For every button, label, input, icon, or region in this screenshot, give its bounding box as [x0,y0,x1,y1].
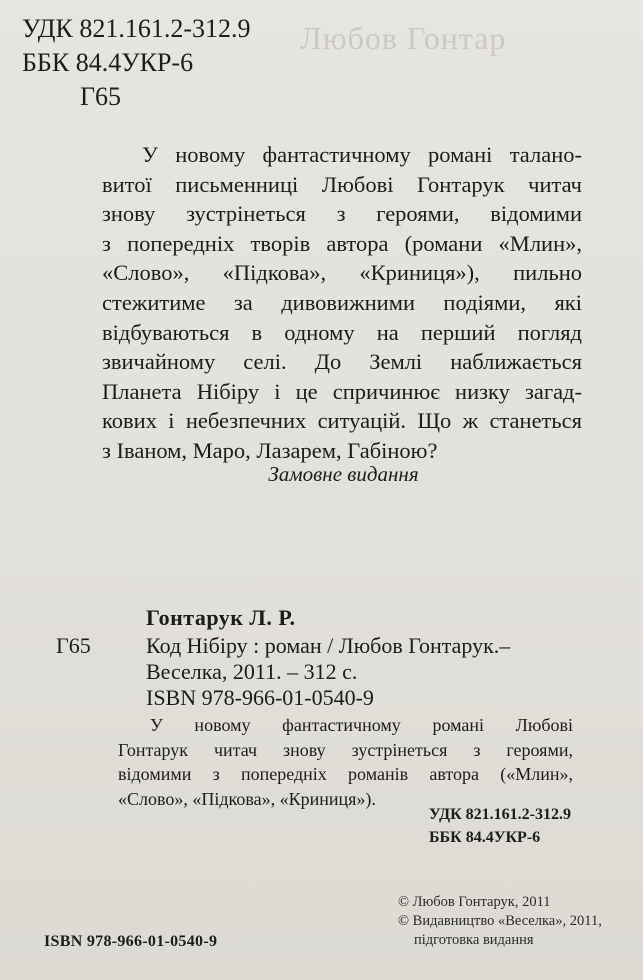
bleed-through-text: Любов Гонтар [300,20,507,56]
udk-code: УДК 821.161.2-312.9 [22,14,251,43]
annotation-line: з Іваном, Маро, Лазарем, Габіною? [102,437,438,463]
annotation-line: стежитиме за дивовижними подіями, які [102,289,582,315]
annotation-line: «Слово», «Підкова», «Криниця»), пильно [102,260,582,286]
annotation-line: У новому фантастичному романі талано- [142,142,582,167]
annotation-line: знову зустрінеться з героями, відомими [102,201,582,227]
annotation-line: витої письменниці Любові Гонтарук читач [102,171,582,197]
card-summary-line: «Слово», «Підкова», «Криниця»). [118,788,376,809]
edition-note [0,462,643,487]
edition-note-text: Замовне видання [268,462,419,486]
card-title-line: Код Нібіру : роман / Любов Гонтарук.– [146,633,511,658]
bbk-code: ББК 84.4УКР-6 [22,48,194,77]
annotation-line: відбуваються в одному на перший погляд [102,319,582,345]
card-publisher-line: Веселка, 2011. – 312 с. [146,659,358,684]
author-mark: Г65 [80,82,122,111]
copyright-author: © Любов Гонтарук, 2011 [398,894,551,910]
annotation-line: кових і небезпечних ситуацій. Що ж станеться [102,408,582,434]
isbn-number: ISBN 978-966-01-0540-9 [44,933,218,950]
annotation-paragraph [102,140,582,466]
classification-codes [22,12,251,114]
card-isbn-line: ISBN 978-966-01-0540-9 [146,685,374,710]
card-author-mark: Г65 [56,633,91,658]
annotation-line: Планета Нібіру і це спричинює низку загад- [102,378,582,404]
card-summary-line: Гонтарук читач знову зустрінеться з героями, [118,739,573,760]
copyright-publisher-cont: підготовка видання [414,932,534,948]
copyright-block [398,893,602,950]
card-summary [118,713,573,811]
card-bbk-code: ББК 84.4УКР-6 [428,829,541,846]
card-classification-codes [429,803,571,849]
card-summary-line: відомими з попередніх романів автора («Млин», [118,764,573,784]
annotation-line: з попередніх творів автора (романи «Млин», [102,230,582,256]
copyright-publisher: © Видавництво «Веселка», 2011, [398,913,602,929]
card-author: Гонтарук Л. Р. [146,605,296,630]
card-summary-line: У новому фантастичному романі Любові [150,715,573,735]
card-udk-code: УДК 821.161.2-312.9 [428,806,571,823]
annotation-line: звичайному селі. До Землі наближається [102,349,582,375]
